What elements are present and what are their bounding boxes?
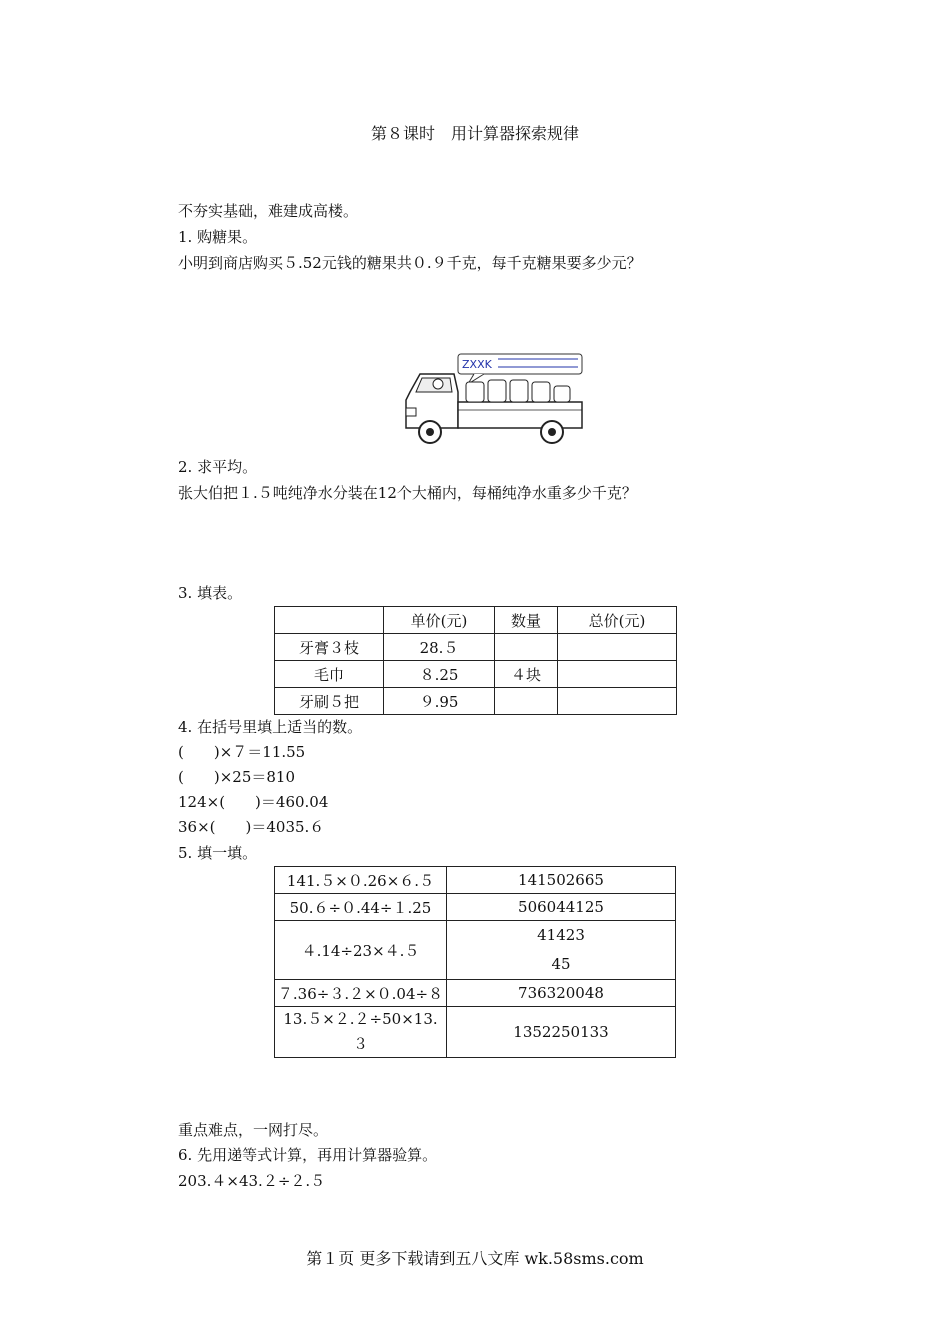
table-row <box>275 894 676 921</box>
table-cell: 总价(元) <box>558 607 677 634</box>
result-cell: 1352250133 <box>447 1007 676 1058</box>
fill-table <box>274 866 676 1058</box>
result-line: 41423 <box>537 926 585 944</box>
q4-line: 124×( )＝460.04 <box>178 793 329 811</box>
result-cell <box>447 921 676 980</box>
q4-line: 36×( )＝4035.６ <box>178 818 325 836</box>
q1-label: 1. 购糖果。 <box>178 228 258 246</box>
expression-cell: ４.14÷23×４.５ <box>275 921 447 980</box>
truck-caption: ZXXK <box>462 358 492 371</box>
expression-cell: 50.６÷０.44÷１.25 <box>275 894 447 921</box>
table-cell: ４块 <box>495 661 558 688</box>
table-row <box>275 1007 676 1058</box>
expression-line: ３ <box>352 1035 368 1053</box>
price-table <box>274 606 677 715</box>
table-row <box>275 661 677 688</box>
q4-line: ( )×25＝810 <box>178 768 295 786</box>
expression-line: 13.５×２.２÷50×13. <box>283 1010 438 1028</box>
table-row <box>275 607 677 634</box>
table-row <box>275 921 676 980</box>
table-cell <box>275 607 384 634</box>
table-cell <box>558 634 677 661</box>
result-cell: 736320048 <box>447 980 676 1007</box>
table-cell: 单价(元) <box>384 607 495 634</box>
q6-label: 6. 先用递等式计算，再用计算器验算。 <box>178 1146 438 1164</box>
table-row <box>275 634 677 661</box>
page-footer: 第１页 更多下载请到五八文库 wk.58sms.com <box>306 1249 644 1268</box>
result-line: 45 <box>551 955 571 973</box>
table-cell: 牙膏３枝 <box>275 634 384 661</box>
result-cell: 141502665 <box>447 867 676 894</box>
q1-text: 小明到商店购买５.52元钱的糖果共０.９千克，每千克糖果要多少元？ <box>178 254 642 272</box>
table-cell: 28.５ <box>384 634 495 661</box>
table-cell: ９.95 <box>384 688 495 715</box>
expression-cell: ７.36÷３.２×０.04÷８ <box>275 980 447 1007</box>
truck-illustration <box>402 352 588 446</box>
section2-heading: 重点难点，一网打尽。 <box>178 1121 329 1139</box>
table-cell <box>558 688 677 715</box>
table-row <box>275 980 676 1007</box>
page-title: 第８课时 用计算器探索规律 <box>370 124 579 143</box>
q4-line: ( )×７＝11.55 <box>178 743 306 761</box>
table-cell: 数量 <box>495 607 558 634</box>
table-row <box>275 688 677 715</box>
result-cell: 506044125 <box>447 894 676 921</box>
q3-label: 3. 填表。 <box>178 584 243 602</box>
table-cell <box>495 634 558 661</box>
table-cell: ８.25 <box>384 661 495 688</box>
expression-cell: 141.５×０.26×６.５ <box>275 867 447 894</box>
section1-heading: 不夯实基础，难建成高楼。 <box>178 202 359 220</box>
expression-cell <box>275 1007 447 1058</box>
q4-label: 4. 在括号里填上适当的数。 <box>178 718 363 736</box>
table-cell: 毛巾 <box>275 661 384 688</box>
q2-text: 张大伯把１.５吨纯净水分装在12个大桶内，每桶纯净水重多少千克？ <box>178 484 637 502</box>
table-cell: 牙刷５把 <box>275 688 384 715</box>
table-cell <box>495 688 558 715</box>
q2-label: 2. 求平均。 <box>178 458 258 476</box>
q5-label: 5. 填一填。 <box>178 844 258 862</box>
q6-expression: 203.４×43.２÷２.５ <box>178 1172 326 1190</box>
table-cell <box>558 661 677 688</box>
table-row <box>275 867 676 894</box>
